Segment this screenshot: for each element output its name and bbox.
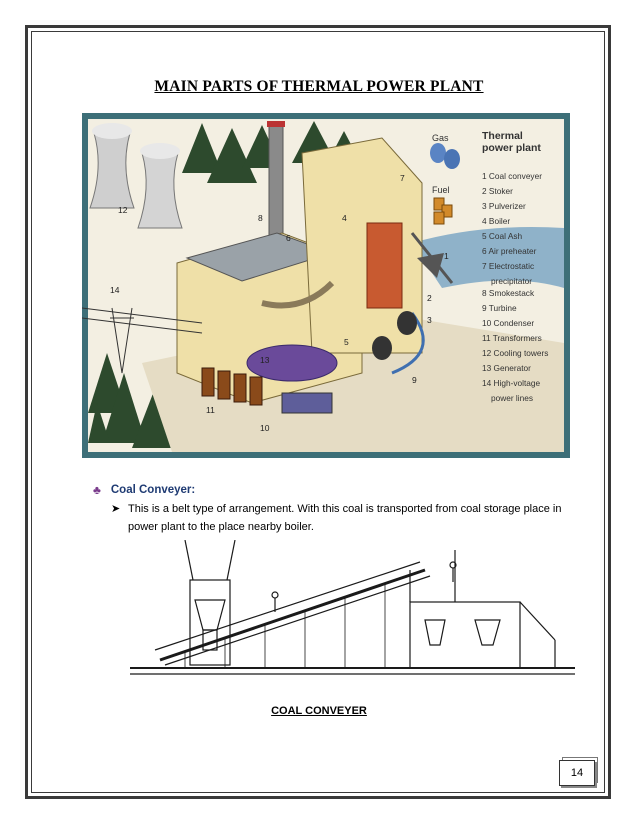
page-number: 14: [559, 760, 595, 786]
legend-item: 4 Boiler: [482, 216, 511, 226]
legend-item: 5 Coal Ash: [482, 231, 523, 241]
callout-number: 5: [344, 337, 349, 347]
callout-number: 4: [342, 213, 347, 223]
fuel-label: Fuel: [432, 185, 450, 195]
callout-number: 14: [110, 285, 120, 295]
thermal-power-plant-diagram: [82, 113, 570, 458]
legend-item: 12 Cooling towers: [482, 348, 549, 358]
callout-number: 3: [427, 315, 432, 325]
legend-item: 2 Stoker: [482, 186, 513, 196]
callout-number: 11: [206, 405, 215, 415]
section-heading-row: [93, 483, 195, 497]
section-text: This is a belt type of arrangement. With this coal is transported from coal storage place in power plant to the place nearby boiler.: [128, 503, 562, 533]
legend-item: 13 Generator: [482, 363, 531, 373]
club-bullet-icon: ♣: [93, 483, 101, 497]
figure-caption: COAL CONVEYER: [271, 705, 367, 717]
callout-number: 9: [412, 375, 417, 385]
legend-item: 8 Smokestack: [482, 288, 535, 298]
page-title: MAIN PARTS OF THERMAL POWER PLANT: [154, 78, 484, 95]
legend-item: 7 Electrostatic: [482, 261, 535, 271]
callout-number: 13: [260, 355, 270, 365]
coal-conveyor-drawing: [125, 540, 580, 680]
callout-number: 2: [427, 293, 432, 303]
legend-title-line1: Thermal: [482, 130, 523, 142]
callout-number: 12: [118, 205, 128, 215]
legend-item: 14 High-voltage: [482, 378, 541, 388]
legend-item: precipitator: [491, 276, 533, 286]
legend-item: 6 Air preheater: [482, 246, 537, 256]
legend-item: 1 Coal conveyer: [482, 171, 542, 181]
callout-number: 8: [258, 213, 263, 223]
legend-item: 10 Condenser: [482, 318, 535, 328]
legend-item: 3 Pulverizer: [482, 201, 526, 211]
callout-number: 7: [400, 173, 405, 183]
section-body: [111, 500, 571, 536]
section-heading: Coal Conveyer:: [110, 484, 196, 496]
legend-item: 11 Transformers: [482, 333, 542, 343]
legend-item: 9 Turbine: [482, 303, 517, 313]
callout-number: 6: [286, 233, 291, 243]
legend-title-line2: power plant: [482, 142, 541, 154]
arrow-bullet-icon: ➤: [111, 503, 121, 515]
legend-item: power lines: [491, 393, 533, 403]
callout-number: 1: [444, 251, 449, 261]
gas-label: Gas: [432, 133, 449, 143]
callout-number: 10: [260, 423, 270, 433]
